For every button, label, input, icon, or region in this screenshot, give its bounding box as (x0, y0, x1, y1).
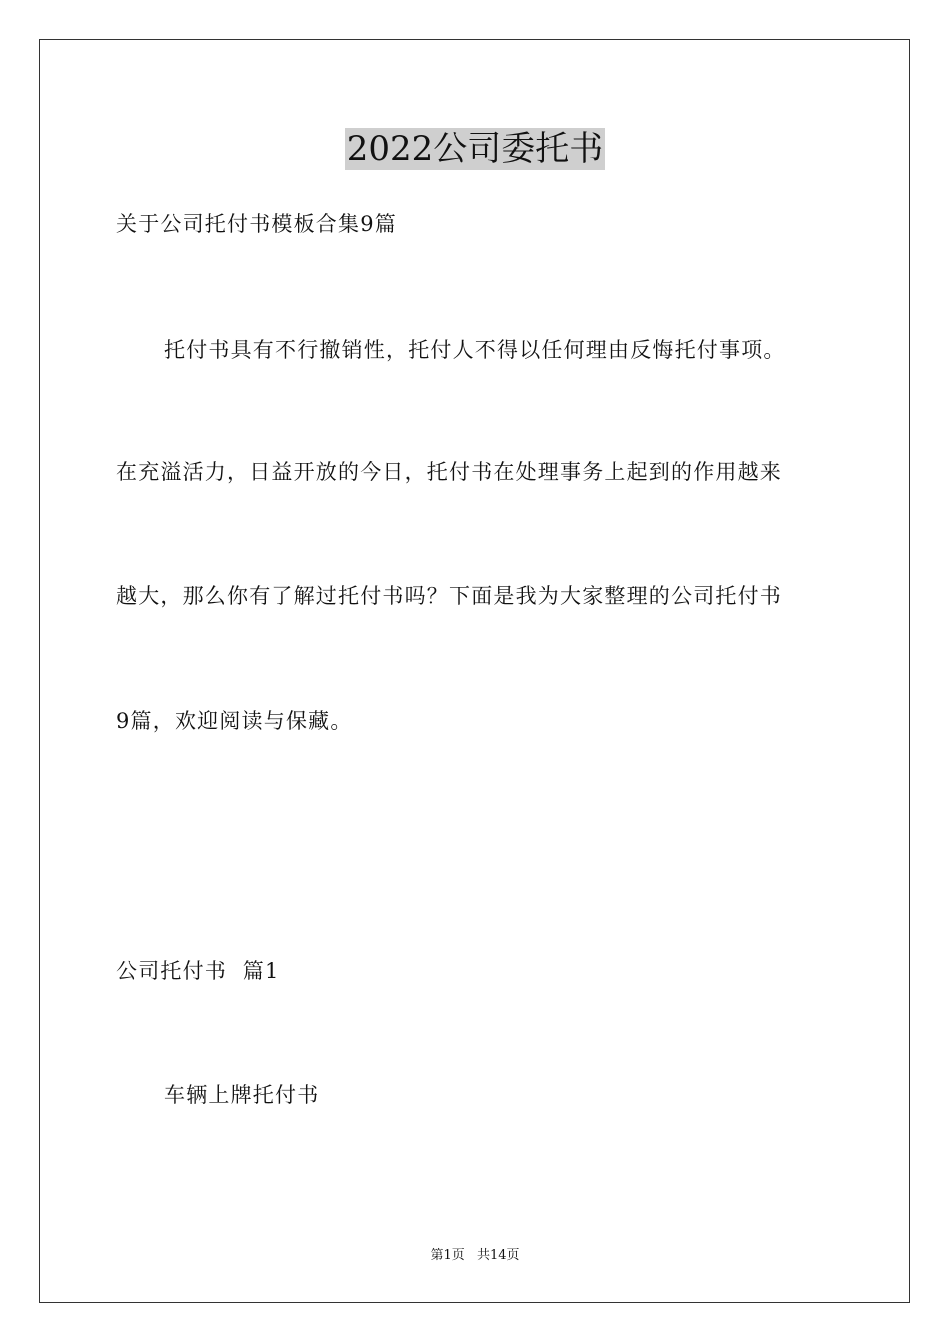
page-number-current: 第1页 (430, 1248, 465, 1263)
page-footer (0, 1247, 950, 1265)
intro-line-3: 越大，那么你有了解过托付书吗？下面是我为大家整理的公司托付书 (116, 584, 782, 608)
page-number-total: 共14页 (476, 1248, 520, 1263)
document-title: 2022公司委托书 (346, 129, 604, 169)
intro-line-1: 托付书具有不行撤销性，托付人不得以任何理由反悔托付事项。 (164, 338, 786, 362)
title-container (0, 128, 950, 170)
section-item: 车辆上牌托付书 (164, 1083, 320, 1107)
intro-line-4: 9篇，欢迎阅读与保藏。 (116, 709, 353, 733)
section-heading: 公司托付书 篇1 (116, 959, 280, 983)
document-subtitle: 关于公司托付书模板合集9篇 (116, 212, 397, 236)
intro-line-2: 在充溢活力，日益开放的今日，托付书在处理事务上起到的作用越来 (116, 460, 782, 484)
